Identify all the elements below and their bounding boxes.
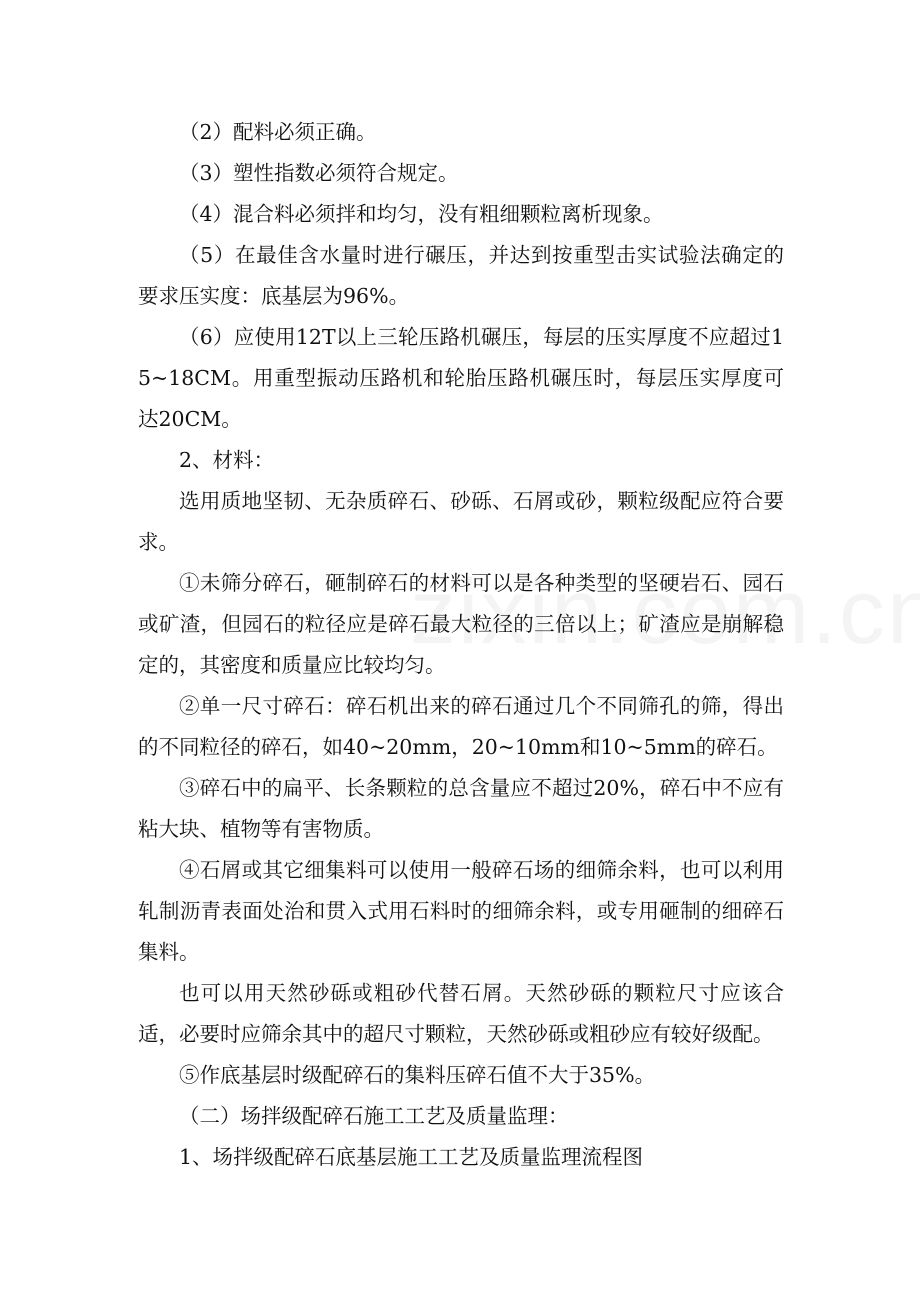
paragraph-material-selection: 选用质地坚韧、无杂质碎石、砂砾、石屑或砂，颗粒级配应符合要求。 bbox=[138, 489, 784, 554]
paragraph-mixing-uniform: （4）混合料必须拌和均匀，没有粗细颗粒离析现象。 bbox=[179, 202, 664, 226]
paragraph-roller-thickness: （6）应使用12T以上三轮压路机碾压，每层的压实厚度不应超过15~18CM。用重型振动压路机和轮胎压路机碾压时，每层压实厚度可达20CM。 bbox=[138, 325, 784, 431]
paragraph-unscreened-gravel: ①未筛分碎石，砸制碎石的材料可以是各种类型的坚硬岩石、园石或矿渣，但园石的粒径应是碎石最大粒径的三倍以上；矿渣应是崩解稳定的，其密度和质量应比较均匀。 bbox=[138, 571, 784, 677]
section-heading-flowchart: 1、场拌级配碎石底基层施工工艺及质量监理流程图 bbox=[179, 1145, 644, 1169]
document-body bbox=[138, 112, 784, 1178]
paragraph-compaction-moisture: （5）在最佳含水量时进行碾压，并达到按重型击实试验法确定的要求压实度：底基层为96%。 bbox=[138, 243, 784, 308]
section-heading-materials: 2、材料： bbox=[179, 448, 275, 472]
section-heading-plant-mix: （二）场拌级配碎石施工工艺及质量监理： bbox=[179, 1104, 569, 1128]
paragraph-plasticity-index: （3）塑性指数必须符合规定。 bbox=[179, 161, 459, 185]
paragraph-mix-correct: （2）配料必须正确。 bbox=[179, 120, 377, 144]
paragraph-flat-particles: ③碎石中的扁平、长条颗粒的总含量应不超过20%，碎石中不应有粘大块、植物等有害物质。 bbox=[138, 776, 784, 841]
paragraph-stone-chips: ④石屑或其它细集料可以使用一般碎石场的细筛余料，也可以利用轧制沥青表面处治和贯入式用石料时的细筛余料，或专用砸制的细碎石集料。 bbox=[138, 858, 784, 964]
paragraph-natural-sand: 也可以用天然砂砾或粗砂代替石屑。天然砂砾的颗粒尺寸应该合适，必要时应筛余其中的超尺寸颗粒，天然砂砾或粗砂应有较好级配。 bbox=[138, 981, 784, 1046]
paragraph-single-size-gravel: ②单一尺寸碎石：碎石机出来的碎石通过几个不同筛孔的筛，得出的不同粒径的碎石，如40~20mm，20~10mm和10~5mm的碎石。 bbox=[138, 694, 784, 759]
paragraph-crushing-value: ⑤作底基层时级配碎石的集料压碎石值不大于35%。 bbox=[179, 1063, 656, 1087]
